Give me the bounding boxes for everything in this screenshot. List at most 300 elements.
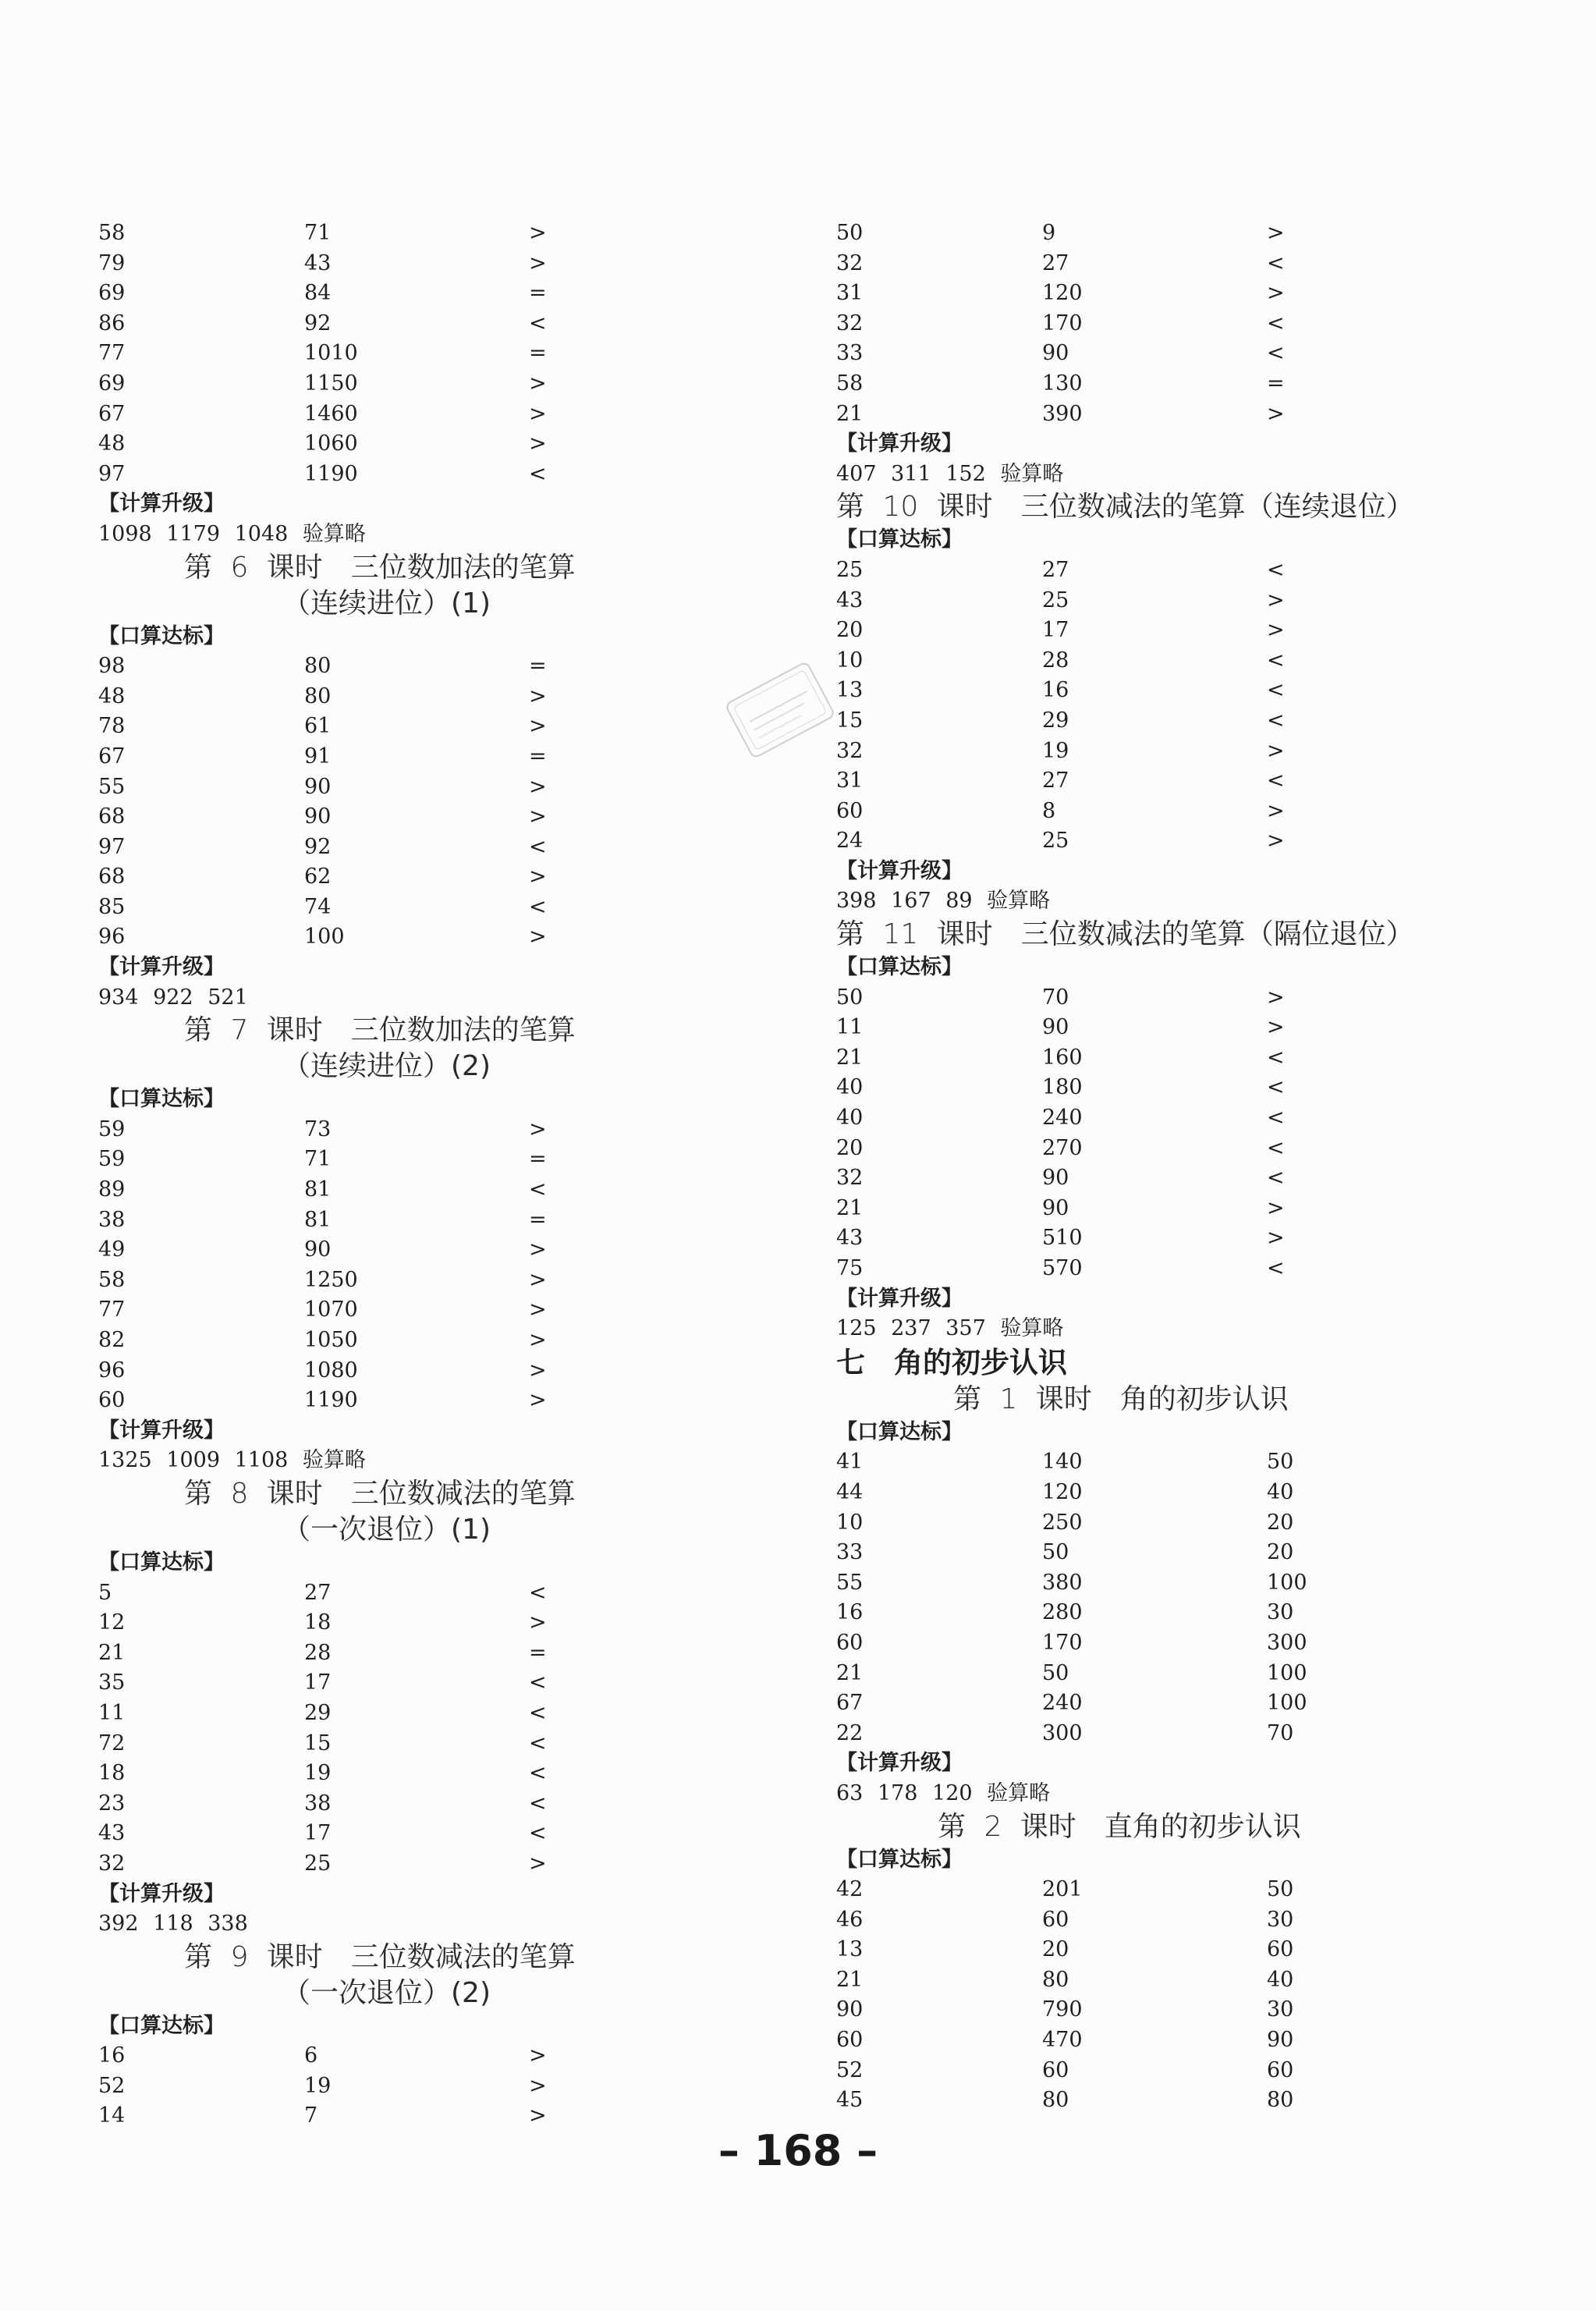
- answer-cell: 96: [98, 925, 126, 950]
- answer-row: [836, 1628, 1507, 1659]
- answer-row: [836, 1719, 1507, 1749]
- answer-cell: 60: [1267, 2057, 1294, 2082]
- answer-row: [98, 682, 769, 712]
- answer-cell: 59: [98, 1147, 126, 1172]
- lesson-title: 第 10 课时 三位数减法的笔算（连续退位）: [836, 491, 1414, 524]
- answer-cell: 73: [304, 1116, 332, 1141]
- answer-cell: 1010: [304, 341, 358, 366]
- section-label-oral: 【口算达标】: [98, 623, 225, 648]
- section-label-upgrade: 【计算升级】: [98, 1881, 225, 1906]
- answer-cell: 97: [98, 461, 126, 486]
- answer-cell: 16: [836, 1600, 864, 1625]
- answer-row: [836, 2025, 1507, 2056]
- answer-cell: 16: [98, 2043, 126, 2068]
- upgrade-answers: 1098 1179 1048 验算略: [98, 521, 366, 546]
- answer-cell: 40: [836, 1075, 864, 1100]
- answer-cell: 29: [304, 1700, 332, 1725]
- answer-cell: 96: [98, 1358, 126, 1383]
- answer-cell: 32: [836, 250, 864, 275]
- answer-row: [836, 369, 1507, 399]
- answer-cell: 32: [98, 1851, 126, 1876]
- answer-cell: 58: [98, 221, 126, 245]
- answer-cell: 80: [1042, 1967, 1069, 1992]
- answer-cell: 50: [836, 985, 864, 1010]
- answer-cell: =: [529, 1640, 547, 1665]
- answer-cell: 21: [836, 1660, 864, 1685]
- answer-row: [836, 1013, 1507, 1043]
- answer-cell: 90: [1042, 1166, 1069, 1191]
- answer-row: [98, 1789, 769, 1819]
- lesson-title: 第 7 课时 三位数加法的笔算: [184, 1014, 576, 1047]
- answer-cell: 59: [98, 1116, 126, 1141]
- section-label-oral: 【口算达标】: [98, 1087, 225, 1112]
- answer-cell: =: [529, 1207, 547, 1232]
- answer-cell: 78: [98, 714, 126, 739]
- answer-cell: 1070: [304, 1297, 358, 1322]
- answer-row: [98, 893, 769, 923]
- answer-row: [836, 1103, 1507, 1134]
- answer-cell: 38: [98, 1207, 126, 1232]
- answer-cell: =: [529, 744, 547, 769]
- answer-cell: <: [1267, 557, 1285, 582]
- answer-cell: >: [1267, 401, 1285, 426]
- answer-cell: 120: [1042, 281, 1083, 306]
- section-label-upgrade: 【计算升级】: [98, 492, 225, 517]
- answer-cell: >: [529, 1358, 547, 1383]
- answer-row: [98, 1608, 769, 1638]
- answer-cell: >: [529, 1610, 547, 1635]
- answer-rows: [836, 1447, 1507, 1748]
- answer-cell: 80: [1042, 2088, 1069, 2113]
- answer-row: [836, 1223, 1507, 1254]
- answer-cell: >: [1267, 588, 1285, 612]
- answer-cell: 790: [1042, 1997, 1083, 2022]
- answer-cell: >: [529, 804, 547, 829]
- answer-cell: 98: [98, 654, 126, 679]
- answer-cell: <: [1267, 1045, 1285, 1070]
- answer-cell: 12: [98, 1610, 126, 1635]
- answer-cell: 82: [98, 1328, 126, 1352]
- answer-cell: >: [1267, 1195, 1285, 1220]
- upgrade-answers: 392 118 338: [98, 1912, 248, 1936]
- answer-cell: 49: [98, 1237, 126, 1262]
- answer-cell: <: [529, 1580, 547, 1605]
- answer-row: [836, 586, 1507, 616]
- answer-cell: 100: [304, 925, 345, 950]
- answer-cell: 90: [304, 804, 332, 829]
- answer-cell: 80: [304, 654, 332, 679]
- answer-cell: >: [529, 2043, 547, 2068]
- answer-cell: 30: [1267, 1997, 1294, 2022]
- answer-cell: 60: [98, 1388, 126, 1413]
- answer-cell: 17: [304, 1821, 332, 1846]
- answer-cell: >: [529, 1328, 547, 1352]
- answer-cell: 70: [1042, 985, 1069, 1010]
- answer-cell: 21: [98, 1640, 126, 1665]
- answer-cell: 41: [836, 1450, 864, 1475]
- answer-cell: 61: [304, 714, 332, 739]
- answer-cell: 32: [836, 1166, 864, 1191]
- answer-cell: 1460: [304, 401, 358, 426]
- answer-cell: 13: [836, 1937, 864, 1962]
- answer-cell: 1190: [304, 461, 358, 486]
- answer-row: [836, 616, 1507, 646]
- section-label-upgrade: 【计算升级】: [836, 1286, 963, 1311]
- answer-cell: >: [529, 1851, 547, 1876]
- section-label-upgrade: 【计算升级】: [98, 955, 225, 980]
- answer-row: [98, 1266, 769, 1296]
- answer-cell: >: [529, 2103, 547, 2128]
- section-label-upgrade: 【计算升级】: [836, 431, 963, 456]
- answer-row: [836, 1194, 1507, 1224]
- answer-cell: 160: [1042, 1045, 1083, 1070]
- answer-cell: 25: [1042, 588, 1069, 612]
- answer-cell: >: [1267, 618, 1285, 643]
- answer-cell: 470: [1042, 2028, 1083, 2053]
- answer-cell: >: [529, 401, 547, 426]
- answer-row: [98, 772, 769, 803]
- answer-cell: 69: [98, 371, 126, 396]
- answer-cell: 77: [98, 1297, 126, 1322]
- answer-cell: >: [529, 1116, 547, 1141]
- answer-cell: <: [1267, 678, 1285, 703]
- upgrade-answers: 125 237 357 验算略: [836, 1316, 1064, 1341]
- lesson-subtitle: （一次退位）(1): [282, 1513, 491, 1546]
- answer-row: [98, 832, 769, 863]
- answer-cell: >: [1267, 1015, 1285, 1040]
- answer-cell: 27: [1042, 769, 1069, 793]
- answer-cell: 40: [1267, 1967, 1294, 1992]
- answer-cell: 38: [304, 1791, 332, 1816]
- answer-cell: 58: [98, 1267, 126, 1292]
- answer-row: [98, 1699, 769, 1729]
- answer-row: [98, 460, 769, 490]
- answer-cell: <: [529, 1700, 547, 1725]
- answer-cell: 90: [836, 1997, 864, 2022]
- answer-cell: <: [1267, 708, 1285, 733]
- answer-cell: >: [529, 221, 547, 245]
- answer-row: [836, 646, 1507, 676]
- answer-row: [836, 1659, 1507, 1689]
- answer-cell: 75: [836, 1256, 864, 1280]
- answer-cell: 33: [836, 341, 864, 366]
- answer-cell: 9: [1042, 221, 1056, 245]
- answer-cell: 30: [1267, 1907, 1294, 1932]
- answer-cell: >: [529, 864, 547, 889]
- answer-row: [836, 1478, 1507, 1508]
- section-label-upgrade: 【计算升级】: [98, 1418, 225, 1443]
- section-label-oral: 【口算达标】: [98, 1550, 225, 1574]
- answer-cell: 58: [836, 371, 864, 396]
- answer-cell: 13: [836, 678, 864, 703]
- lesson-title: 第 6 课时 三位数加法的笔算: [184, 551, 576, 584]
- answer-row: [836, 1134, 1507, 1164]
- answer-cell: 91: [304, 744, 332, 769]
- answer-cell: 81: [304, 1207, 332, 1232]
- answer-cell: <: [1267, 341, 1285, 366]
- answer-row: [98, 2041, 769, 2071]
- answer-rows: [98, 218, 769, 489]
- lesson-title: 第 9 课时 三位数减法的笔算: [184, 1940, 576, 1973]
- answer-cell: >: [529, 714, 547, 739]
- answer-cell: 84: [304, 281, 332, 306]
- answer-cell: 50: [1042, 1660, 1069, 1685]
- answer-cell: 60: [836, 1630, 864, 1655]
- answer-cell: >: [529, 1267, 547, 1292]
- answer-cell: 18: [304, 1610, 332, 1635]
- answer-cell: <: [1267, 250, 1285, 275]
- answer-cell: <: [1267, 769, 1285, 793]
- answer-cell: 90: [1042, 1195, 1069, 1220]
- answer-cell: 43: [98, 1821, 126, 1846]
- answer-cell: 60: [1267, 1937, 1294, 1962]
- answer-cell: 29: [1042, 708, 1069, 733]
- answer-cell: 1250: [304, 1267, 358, 1292]
- answer-row: [98, 651, 769, 682]
- answer-cell: =: [529, 1147, 547, 1172]
- answer-cell: 90: [304, 1237, 332, 1262]
- answer-row: [836, 279, 1507, 309]
- answer-cell: 86: [98, 311, 126, 335]
- answer-cell: =: [529, 654, 547, 679]
- answer-row: [98, 1175, 769, 1205]
- answer-row: [836, 1568, 1507, 1599]
- answer-row: [836, 676, 1507, 706]
- answer-cell: <: [529, 1731, 547, 1755]
- answer-cell: 20: [836, 618, 864, 643]
- answer-cell: <: [529, 1791, 547, 1816]
- answer-cell: 43: [304, 250, 332, 275]
- answer-cell: 77: [98, 341, 126, 366]
- answer-cell: 62: [304, 864, 332, 889]
- answer-row: [98, 1729, 769, 1759]
- lesson-title: 第 1 课时 角的初步认识: [953, 1383, 1289, 1415]
- answer-cell: 55: [98, 774, 126, 799]
- answer-cell: 71: [304, 1147, 332, 1172]
- answer-cell: 71: [304, 221, 332, 245]
- answer-cell: 97: [98, 834, 126, 859]
- answer-row: [836, 1254, 1507, 1284]
- answer-cell: <: [1267, 1256, 1285, 1280]
- answer-row: [836, 1875, 1507, 1905]
- answer-cell: 20: [1267, 1540, 1294, 1565]
- answer-row: [836, 556, 1507, 586]
- answer-cell: 100: [1267, 1691, 1307, 1716]
- lesson-subtitle: （连续进位）(1): [282, 587, 491, 619]
- answer-cell: 21: [836, 1967, 864, 1992]
- answer-cell: 250: [1042, 1510, 1083, 1535]
- answer-cell: 280: [1042, 1600, 1083, 1625]
- answer-cell: 32: [836, 311, 864, 335]
- answer-cell: 17: [1042, 618, 1069, 643]
- answer-cell: 68: [98, 864, 126, 889]
- answer-row: [836, 339, 1507, 369]
- answer-row: [98, 369, 769, 399]
- answer-cell: <: [529, 311, 547, 335]
- answer-cell: >: [529, 2073, 547, 2098]
- section-label-upgrade: 【计算升级】: [836, 858, 963, 883]
- answer-cell: 31: [836, 769, 864, 793]
- answer-cell: 50: [836, 221, 864, 245]
- answer-row: [836, 2086, 1507, 2116]
- answer-row: [98, 862, 769, 893]
- answer-cell: 85: [98, 894, 126, 919]
- answer-rows: [836, 1875, 1507, 2116]
- answer-cell: 1150: [304, 371, 358, 396]
- answer-cell: >: [529, 1237, 547, 1262]
- answer-cell: 170: [1042, 311, 1083, 335]
- answer-cell: 68: [98, 804, 126, 829]
- answer-cell: 100: [1267, 1570, 1307, 1595]
- answer-cell: 15: [836, 708, 864, 733]
- answer-row: [836, 1995, 1507, 2025]
- answer-row: [836, 1163, 1507, 1194]
- answer-cell: 1190: [304, 1388, 358, 1413]
- answer-cell: >: [529, 925, 547, 950]
- upgrade-answers: 934 922 521: [98, 985, 248, 1010]
- answer-cell: 81: [304, 1177, 332, 1202]
- answer-cell: <: [1267, 1075, 1285, 1100]
- answer-row: [836, 1935, 1507, 1965]
- answer-cell: 46: [836, 1907, 864, 1932]
- answer-cell: >: [529, 371, 547, 396]
- answer-row: [98, 1356, 769, 1386]
- answer-row: [98, 1205, 769, 1236]
- answer-row: [98, 1668, 769, 1699]
- answer-row: [836, 766, 1507, 797]
- answer-cell: 10: [836, 648, 864, 673]
- answer-row: [98, 1819, 769, 1849]
- answer-cell: 120: [1042, 1479, 1083, 1504]
- answer-cell: <: [1267, 648, 1285, 673]
- answer-cell: 69: [98, 281, 126, 306]
- answer-cell: 201: [1042, 1877, 1083, 1902]
- answer-cell: 31: [836, 281, 864, 306]
- answer-cell: 42: [836, 1877, 864, 1902]
- answer-row: [98, 1326, 769, 1356]
- answer-cell: 67: [836, 1691, 864, 1716]
- answer-row: [836, 249, 1507, 279]
- answer-cell: 33: [836, 1540, 864, 1565]
- answer-row: [836, 1965, 1507, 1996]
- answer-cell: 20: [836, 1135, 864, 1160]
- answer-cell: >: [1267, 738, 1285, 763]
- answer-cell: >: [529, 1388, 547, 1413]
- answer-cell: 23: [98, 1791, 126, 1816]
- upgrade-answers: 63 178 120 验算略: [836, 1780, 1051, 1805]
- upgrade-answers: 1325 1009 1108 验算略: [98, 1448, 366, 1473]
- answer-rows: [98, 1578, 769, 1880]
- answer-cell: 22: [836, 1720, 864, 1745]
- answer-cell: 1080: [304, 1358, 358, 1383]
- answer-row: [98, 1295, 769, 1326]
- answer-row: [98, 1638, 769, 1669]
- answer-cell: 48: [98, 683, 126, 708]
- answer-cell: 24: [836, 829, 864, 854]
- answer-row: [836, 218, 1507, 249]
- answer-cell: 390: [1042, 401, 1083, 426]
- answer-row: [98, 1145, 769, 1175]
- answer-rows: [836, 983, 1507, 1284]
- answer-cell: 50: [1267, 1450, 1294, 1475]
- answer-cell: 43: [836, 588, 864, 612]
- answer-cell: 27: [304, 1580, 332, 1605]
- answer-cell: <: [529, 834, 547, 859]
- answer-cell: >: [1267, 221, 1285, 245]
- answer-cell: 300: [1267, 1630, 1307, 1655]
- answer-cell: =: [529, 341, 547, 366]
- answer-row: [98, 429, 769, 460]
- answer-cell: >: [1267, 1226, 1285, 1251]
- answer-cell: 40: [836, 1106, 864, 1131]
- answer-cell: 50: [1042, 1540, 1069, 1565]
- answer-row: [836, 983, 1507, 1014]
- answer-row: [98, 339, 769, 369]
- answer-cell: 300: [1042, 1720, 1083, 1745]
- answer-row: [98, 399, 769, 430]
- answer-row: [836, 1447, 1507, 1478]
- answer-cell: 19: [304, 2073, 332, 2098]
- answer-row: [836, 737, 1507, 767]
- answer-row: [98, 1578, 769, 1609]
- answer-row: [836, 797, 1507, 827]
- answer-row: [836, 1598, 1507, 1628]
- answer-cell: 60: [836, 798, 864, 823]
- answer-cell: =: [1267, 371, 1285, 396]
- answer-row: [836, 1508, 1507, 1539]
- answer-cell: 380: [1042, 1570, 1083, 1595]
- answer-cell: 79: [98, 250, 126, 275]
- answer-cell: 43: [836, 1226, 864, 1251]
- answer-cell: 32: [836, 738, 864, 763]
- answer-cell: 6: [304, 2043, 318, 2068]
- answer-cell: 28: [304, 1640, 332, 1665]
- answer-rows: [98, 1115, 769, 1416]
- answer-cell: 48: [98, 431, 126, 456]
- page-number: – 168 –: [718, 2126, 878, 2175]
- answer-cell: 70: [1267, 1720, 1294, 1745]
- answer-cell: 60: [1042, 1907, 1069, 1932]
- answer-cell: 92: [304, 834, 332, 859]
- answer-rows: [98, 2041, 769, 2132]
- answer-cell: 74: [304, 894, 332, 919]
- left-column: [98, 218, 769, 2132]
- answer-cell: 27: [1042, 250, 1069, 275]
- answer-cell: >: [1267, 829, 1285, 854]
- answer-cell: 19: [1042, 738, 1069, 763]
- answer-row: [836, 2056, 1507, 2086]
- answer-cell: 90: [1267, 2028, 1294, 2053]
- answer-cell: >: [529, 1297, 547, 1322]
- answer-row: [98, 1235, 769, 1266]
- answer-cell: 1060: [304, 431, 358, 456]
- answer-cell: 7: [304, 2103, 318, 2128]
- section-label-oral: 【口算达标】: [836, 955, 963, 980]
- answer-cell: 270: [1042, 1135, 1083, 1160]
- answer-cell: 15: [304, 1731, 332, 1755]
- answer-cell: 92: [304, 311, 332, 335]
- answer-cell: <: [1267, 1166, 1285, 1191]
- answer-cell: 52: [836, 2057, 864, 2082]
- answer-cell: 80: [1267, 2088, 1294, 2113]
- section-label-oral: 【口算达标】: [836, 1419, 963, 1444]
- lesson-subtitle: （一次退位）(2): [282, 1976, 491, 2009]
- answer-row: [836, 1905, 1507, 1936]
- answer-cell: 20: [1267, 1510, 1294, 1535]
- answer-cell: =: [529, 281, 547, 306]
- answer-cell: <: [1267, 311, 1285, 335]
- answer-cell: <: [529, 1821, 547, 1846]
